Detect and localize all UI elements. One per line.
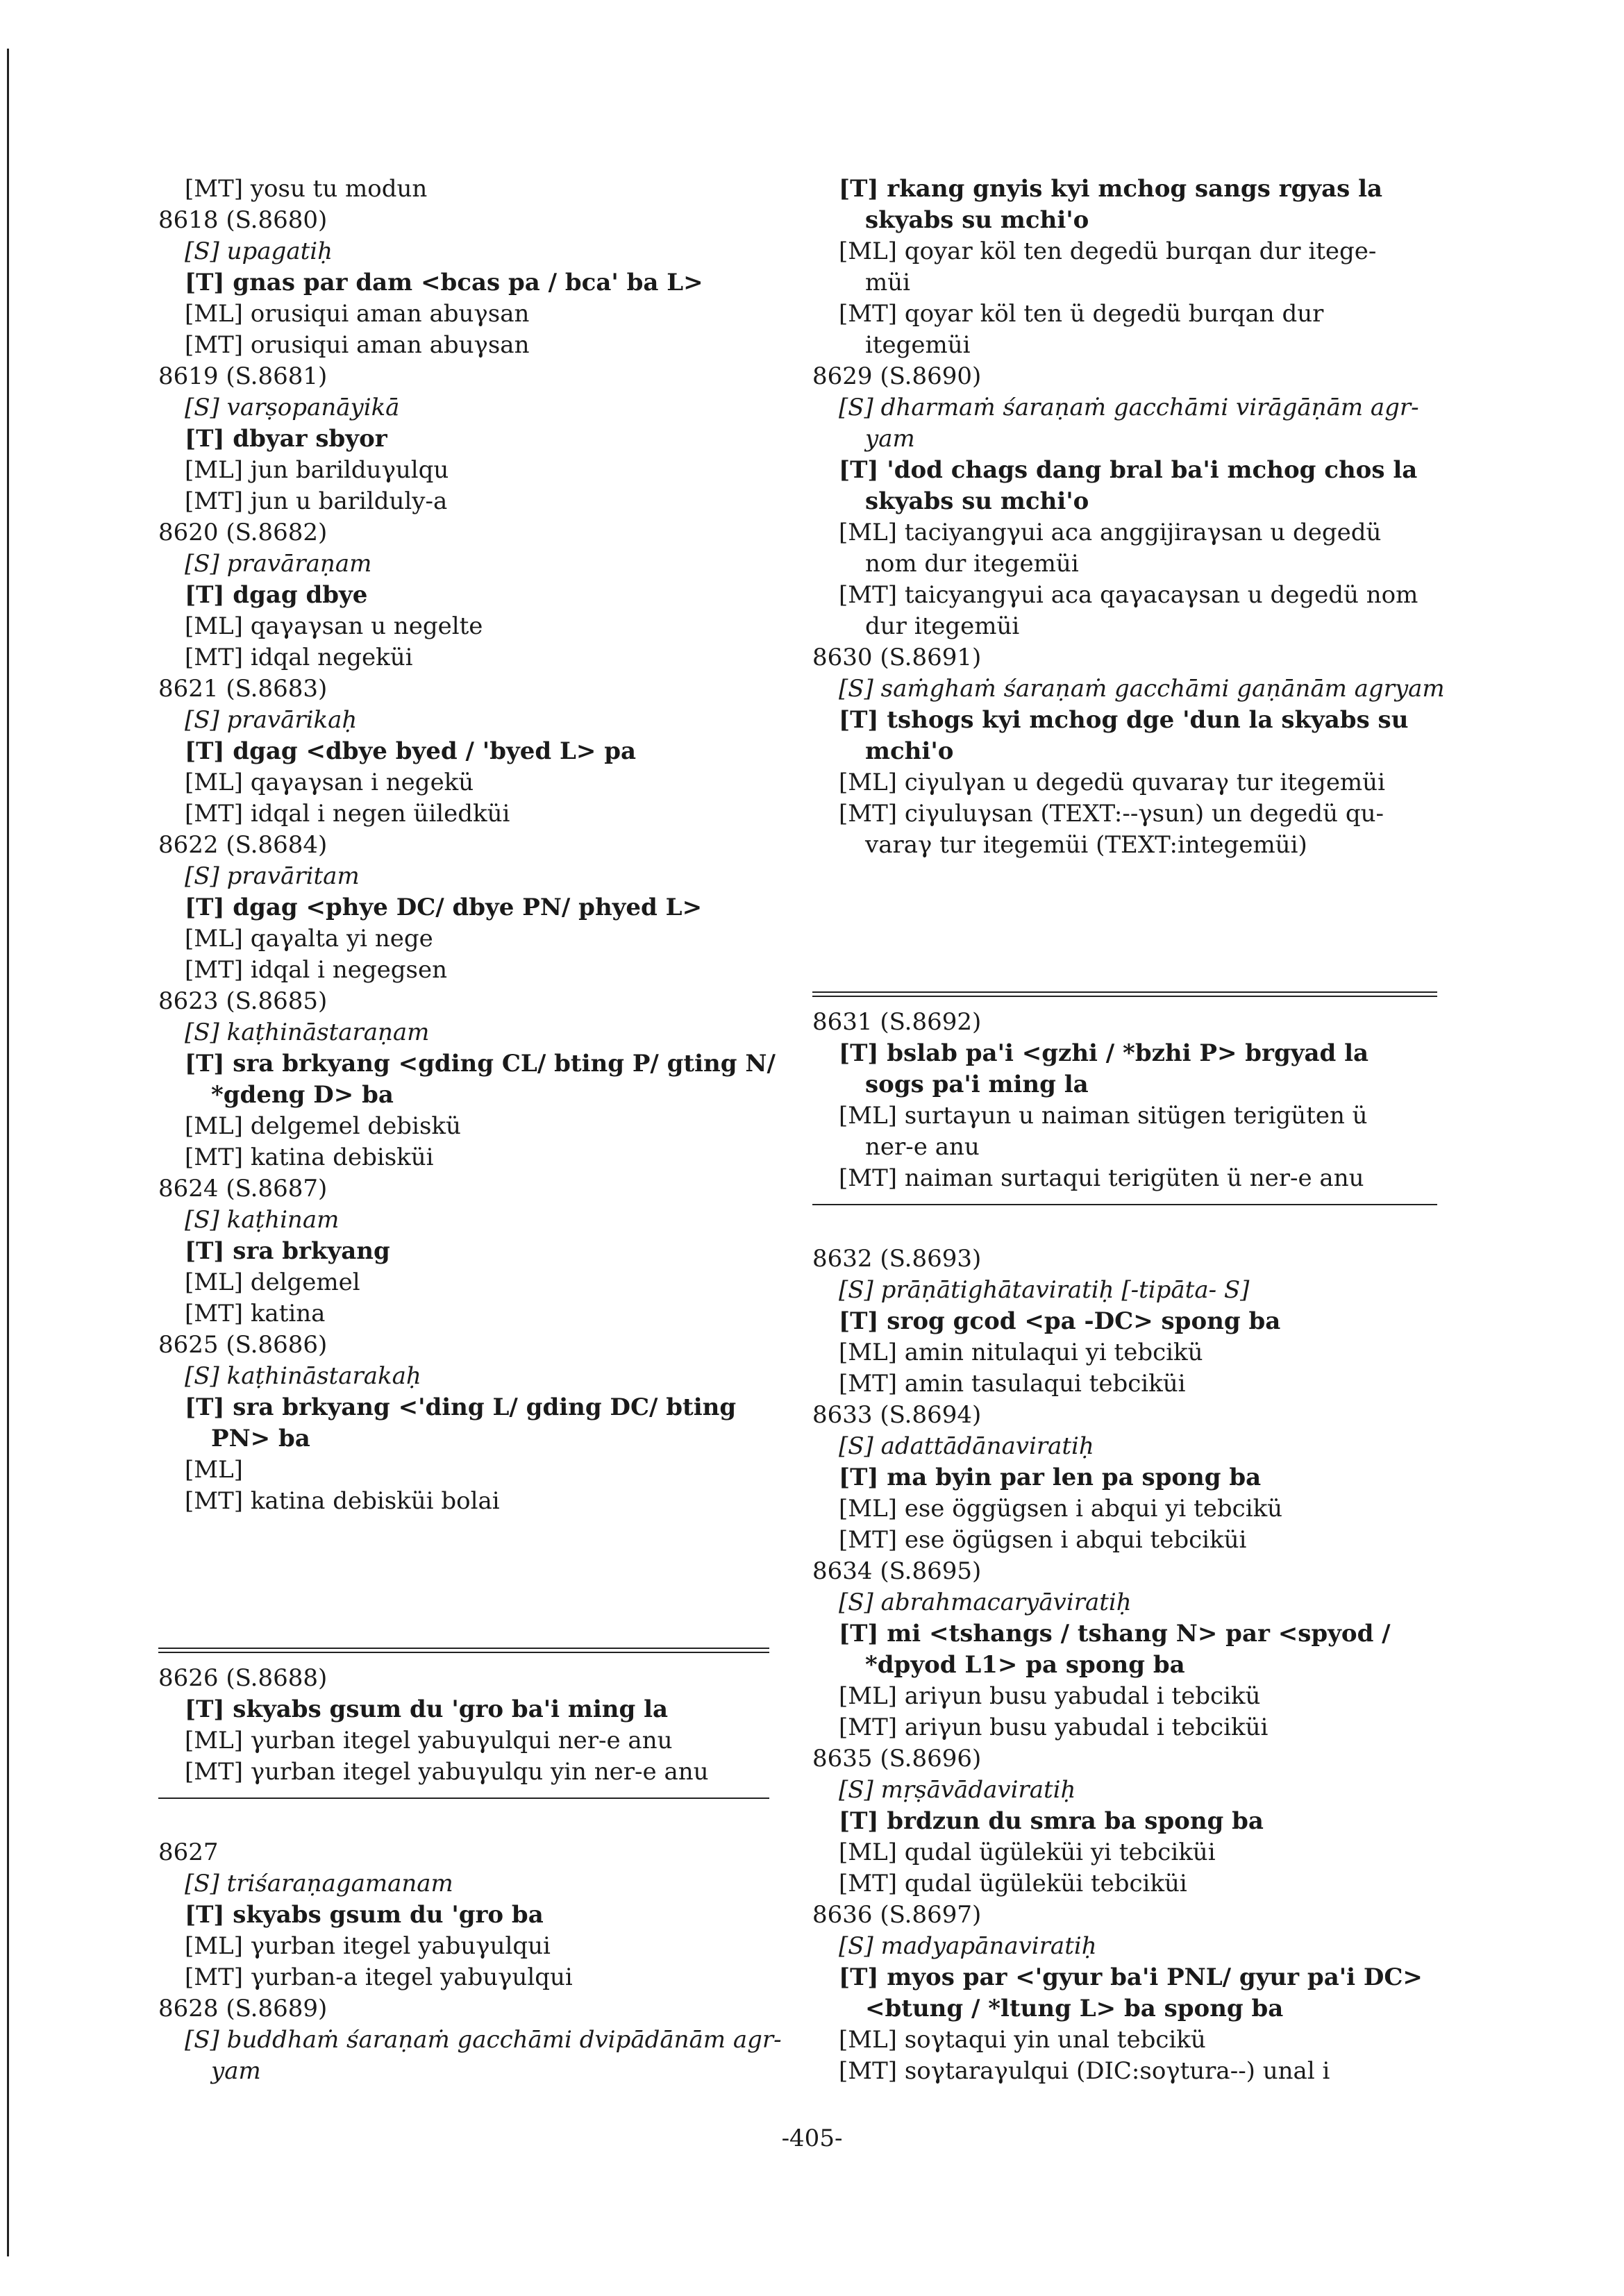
spacer bbox=[158, 1517, 769, 1611]
entry-number: 8631 (S.8692) bbox=[812, 1008, 982, 1036]
entry-line: [T] dbyar sbyor bbox=[185, 425, 387, 453]
entry-line: [T] rkang gnyis kyi mchog sangs rgyas la bbox=[839, 175, 1383, 203]
entry-line: [T] brdzun du smra ba spong ba bbox=[839, 1807, 1264, 1835]
entry-line: [T] skyabs gsum du 'gro ba'i ming la bbox=[185, 1695, 669, 1723]
entry-number: 8627 bbox=[158, 1838, 219, 1866]
entry-number: 8634 (S.8695) bbox=[812, 1557, 982, 1585]
entry-line: [MT] γurban-a itegel yabuγulqui bbox=[185, 1963, 573, 1991]
entry-line: [MT] qudal ügüleküi tebciküi bbox=[839, 1870, 1187, 1897]
entry-number: 8623 (S.8685) bbox=[158, 987, 328, 1015]
entry-line: [S] varṣopanāyikā bbox=[185, 394, 400, 421]
entry-line: [T] gnas par dam <bcas pa / bca' ba L> bbox=[185, 269, 703, 296]
entry-line: [T] mi <tshangs / tshang N> par <spyod / bbox=[839, 1620, 1391, 1648]
entry-line: [MT] naiman surtaqui terigüten ü ner-e anu bbox=[839, 1164, 1364, 1192]
entry-line: [ML] qaγaγsan i negekü bbox=[185, 769, 474, 796]
entry-line: PN> ba bbox=[211, 1425, 310, 1452]
entry-line: [MT] jun u barilduly-a bbox=[185, 487, 448, 515]
entry-number: 8636 (S.8697) bbox=[812, 1901, 982, 1929]
entry-line: [MT] ciγuluγsan (TEXT:--γsun) un degedü qu- bbox=[839, 800, 1384, 828]
entry-line: [S] prāṇātighātaviratiḥ [-tipāta- S] bbox=[839, 1276, 1250, 1304]
entry-line: müi bbox=[865, 269, 911, 296]
entry-line: [S] pravāraṇam bbox=[185, 550, 372, 578]
entry-line: [T] 'dod chags dang bral ba'i mchog chos la bbox=[839, 456, 1418, 484]
section-rule bbox=[812, 1204, 1437, 1205]
entry-line: [MT] soγtaraγulqui (DIC:soγtura--) unal i bbox=[839, 2057, 1330, 2085]
entry-line: [MT] ariγun busu yabudal i tebciküi bbox=[839, 1713, 1269, 1741]
entry-line: [MT] katina debisküi bolai bbox=[185, 1487, 500, 1515]
entry-line: [S] kaṭhinam bbox=[185, 1206, 340, 1234]
entry-line: [ML] qoyar köl ten degedü burqan dur itege- bbox=[839, 237, 1377, 265]
spacer bbox=[158, 1806, 769, 1837]
entry-line: [ML] qaγaγsan u negelte bbox=[185, 612, 483, 640]
entry-line: [S] mṛṣāvādaviratiḥ bbox=[839, 1776, 1076, 1804]
entry-line: skyabs su mchi'o bbox=[865, 487, 1089, 515]
entry-line: [T] dgag <phye DC/ dbye PN/ phyed L> bbox=[185, 894, 703, 921]
entry-line: [T] dgag <dbye byed / 'byed L> pa bbox=[185, 737, 637, 765]
entry-line: [S] buddhaṁ śaraṇaṁ gacchāmi dvipādānām agr- bbox=[185, 2026, 782, 2054]
entry-line: [MT] idqal i negegsen bbox=[185, 956, 448, 984]
entry-number: 8628 (S.8689) bbox=[158, 1995, 328, 2022]
entry-number: 8621 (S.8683) bbox=[158, 675, 328, 703]
entry-line: [T] tshogs kyi mchog dge 'dun la skyabs su bbox=[839, 706, 1409, 734]
entry-line: [MT] taicyangγui aca qaγacaγsan u degedü nom bbox=[839, 581, 1418, 609]
entry-line: ner-e anu bbox=[865, 1133, 980, 1161]
entry-line: [T] skyabs gsum du 'gro ba bbox=[185, 1901, 544, 1929]
entry-line: *gdeng D> ba bbox=[211, 1081, 394, 1109]
entry-number: 8625 (S.8686) bbox=[158, 1331, 328, 1359]
entry-line: [ML] γurban itegel yabuγulqui ner-e anu bbox=[185, 1727, 673, 1754]
left-column bbox=[158, 174, 782, 2087]
spacer bbox=[812, 955, 1437, 986]
entry-line: [T] ma byin par len pa spong ba bbox=[839, 1464, 1262, 1491]
entry-line: nom dur itegemüi bbox=[865, 550, 1079, 578]
entry-line: [MT] idqal negeküi bbox=[185, 644, 413, 671]
entry-number: 8633 (S.8694) bbox=[812, 1401, 982, 1429]
entry-line: [S] abrahmacaryāviratiḥ bbox=[839, 1589, 1132, 1616]
entry-line: [ML] soγtaqui yin unal tebcikü bbox=[839, 2026, 1206, 2054]
binding-edge-line bbox=[7, 49, 9, 2256]
spacer bbox=[812, 1212, 1437, 1243]
entry-line: itegemüi bbox=[865, 331, 971, 359]
entry-line: [T] sra brkyang bbox=[185, 1237, 390, 1265]
entry-line: [T] sra brkyang <gding CL/ bting P/ gting N/ bbox=[185, 1050, 776, 1078]
entry-line: [MT] qoyar köl ten ü degedü burqan dur bbox=[839, 300, 1324, 328]
entry-number: 8620 (S.8682) bbox=[158, 519, 328, 546]
entry-line: [ML] ariγun busu yabudal i tebcikü bbox=[839, 1682, 1261, 1710]
section-rule bbox=[158, 1798, 769, 1799]
entry-line: varaγ tur itegemüi (TEXT:integemüi) bbox=[865, 831, 1307, 859]
entry-line: [S] upagatiḥ bbox=[185, 237, 333, 265]
entry-line: [ML] delgemel bbox=[185, 1268, 360, 1296]
entry-line: dur itegemüi bbox=[865, 612, 1020, 640]
entry-line: [S] madyapānaviratiḥ bbox=[839, 1932, 1097, 1960]
entry-number: 8635 (S.8696) bbox=[812, 1745, 982, 1773]
entry-line: [T] bslab pa'i <gzhi / *bzhi P> brgyad la bbox=[839, 1039, 1369, 1067]
entry-line: [T] myos par <'gyur ba'i PNL/ gyur pa'i DC> bbox=[839, 1963, 1423, 1991]
entry-number: 8618 (S.8680) bbox=[158, 206, 328, 234]
entry-line: [S] pravārikaḥ bbox=[185, 706, 358, 734]
entry-line: [S] kaṭhināstarakaḥ bbox=[185, 1362, 421, 1390]
entry-line: [ML] orusiqui aman abuγsan bbox=[185, 300, 530, 328]
entry-line: [ML] surtaγun u naiman sitügen terigüten ü bbox=[839, 1102, 1368, 1130]
entry-line: [S] kaṭhināstaraṇam bbox=[185, 1019, 430, 1046]
entry-line: [ML] ese öggügsen i abqui yi tebcikü bbox=[839, 1495, 1283, 1523]
entry-line: <btung / *ltung L> ba spong ba bbox=[865, 1995, 1284, 2022]
entry-line: skyabs su mchi'o bbox=[865, 206, 1089, 234]
entry-number: 8629 (S.8690) bbox=[812, 362, 982, 390]
spacer bbox=[812, 861, 1437, 955]
entry-line: sogs pa'i ming la bbox=[865, 1071, 1089, 1098]
entry-line: [MT] orusiqui aman abuγsan bbox=[185, 331, 530, 359]
page-number: -405- bbox=[781, 2125, 843, 2152]
entry-line: mchi'o bbox=[865, 737, 954, 765]
spacer bbox=[158, 1611, 769, 1642]
entry-number: 8626 (S.8688) bbox=[158, 1664, 328, 1692]
entry-line: [S] pravāritam bbox=[185, 862, 360, 890]
entry-line: [ML] taciyangγui aca anggijiraγsan u degedü bbox=[839, 519, 1382, 546]
right-column bbox=[812, 174, 1445, 2087]
entry-line: [ML] amin nitulaqui yi tebcikü bbox=[839, 1339, 1203, 1366]
entry-number: 8630 (S.8691) bbox=[812, 644, 982, 671]
entry-line: [MT] γurban itegel yabuγulqu yin ner-e anu bbox=[185, 1758, 709, 1786]
entry-line: [MT] amin tasulaqui tebciküi bbox=[839, 1370, 1186, 1398]
entry-line: [MT] ese ögügsen i abqui tebciküi bbox=[839, 1526, 1247, 1554]
entry-line: [ML] ciγulγan u degedü quvaraγ tur itegemüi bbox=[839, 769, 1385, 796]
entry-line: [ML] jun barilduγulqu bbox=[185, 456, 449, 484]
entry-number: 8624 (S.8687) bbox=[158, 1175, 328, 1203]
entry-line: [ML] qaγalta yi nege bbox=[185, 925, 433, 953]
entry-number: 8632 (S.8693) bbox=[812, 1245, 982, 1273]
entry-line: [ML] qudal ügüleküi yi tebciküi bbox=[839, 1838, 1216, 1866]
entry-line: [MT] yosu tu modun bbox=[185, 175, 428, 203]
entry-line: [S] triśaraṇagamanam bbox=[185, 1870, 453, 1897]
entry-line: [ML] bbox=[185, 1456, 243, 1484]
section-double-rule bbox=[158, 1648, 769, 1653]
entry-line: [MT] katina bbox=[185, 1300, 326, 1327]
entry-line: yam bbox=[865, 425, 915, 453]
entry-line: [T] dgag dbye bbox=[185, 581, 368, 609]
entry-line: [ML] delgemel debiskü bbox=[185, 1112, 461, 1140]
entry-line: [T] sra brkyang <'ding L/ gding DC/ bting bbox=[185, 1393, 737, 1421]
entry-line: [S] dharmaṁ śaraṇaṁ gacchāmi virāgāṇām agr- bbox=[839, 394, 1419, 421]
section-double-rule bbox=[812, 991, 1437, 997]
entry-line: [MT] katina debisküi bbox=[185, 1143, 434, 1171]
entry-line: [S] adattādānaviratiḥ bbox=[839, 1432, 1094, 1460]
entry-number: 8622 (S.8684) bbox=[158, 831, 328, 859]
entry-line: [S] saṁghaṁ śaraṇaṁ gacchāmi gaṇānām agryam bbox=[839, 675, 1445, 703]
entry-line: yam bbox=[211, 2057, 261, 2085]
entry-line: [MT] idqal i negen üiledküi bbox=[185, 800, 510, 828]
entry-line: [ML] γurban itegel yabuγulqui bbox=[185, 1932, 551, 1960]
entry-line: *dpyod L1> pa spong ba bbox=[865, 1651, 1185, 1679]
entry-line: [T] srog gcod <pa -DC> spong ba bbox=[839, 1307, 1281, 1335]
entry-number: 8619 (S.8681) bbox=[158, 362, 328, 390]
